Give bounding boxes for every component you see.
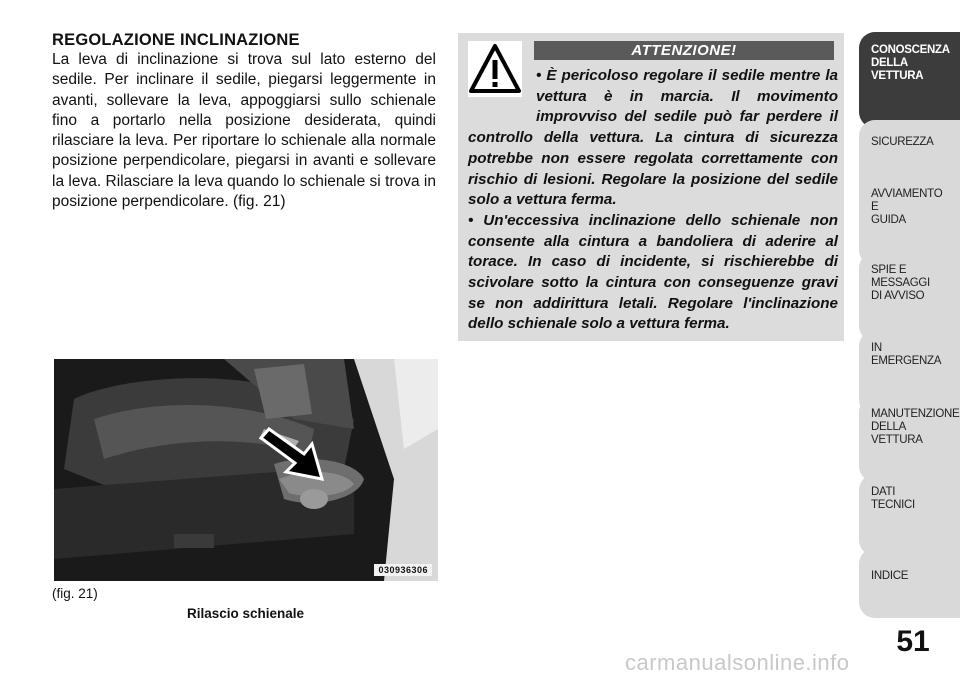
tab-label: SICUREZZA [871,136,934,148]
watermark: carmanualsonline.info [625,650,850,675]
seat-photo [54,359,438,581]
tab-label: AVVIAMENTO E GUIDA [871,188,943,226]
tab-spie-e-messaggi[interactable] [859,252,960,342]
tab-label: SPIE E MESSAGGI DI AVVISO [871,264,930,302]
warning-box [458,33,844,341]
section-body-text: La leva di inclinazione si trova sul lato esterno del sedile. Per inclinare il sedile, piegarsi leggermente in avanti, sollevare la leva, appoggiarsi sullo schienale fino a portarlo nella posizione desiderata, quindi rilasciare la leva. Per riportare lo schienale alla normale posizione perpendicolare, piegarsi in avanti e sollevare la leva. Rilasciare la leva quando lo schienale si trova in posizione perpendicolare. (fig. 21) [52,51,436,211]
warning-paragraph-2: • Un'eccessiva inclinazione dello schienale non consente alla cintura a bandoliera di aderire al torace. In caso di incidente, si rischierebbe di scivolare sotto la cintura con conseguenze gravi se non addirittura letali. Regolare l'inclinazione dello schienale solo a vettura ferma. [468,211,838,333]
warning-header: ATTENZIONE! [534,41,834,60]
tab-label: CONOSCENZA DELLA VETTURA [871,44,950,82]
page-number: 51 [896,625,930,658]
warning-text [468,66,838,335]
tab-label: DATI TECNICI [871,486,915,511]
tab-label: MANUTENZIONE DELLA VETTURA [871,408,960,446]
tab-label: IN EMERGENZA [871,342,942,367]
tab-label: INDICE [871,570,909,582]
tab-dati-tecnici[interactable] [859,474,960,556]
figure-caption: Rilascio schienale [187,606,305,621]
figure-code: 030936306 [374,564,432,576]
tab-indice[interactable] [859,548,960,618]
figure-reference: (fig. 21) [52,586,98,601]
seat-figure [54,359,438,581]
tab-conoscenza-della-vettura[interactable] [859,32,960,128]
section-title: REGOLAZIONE INCLINAZIONE [52,31,300,49]
tab-manutenzione[interactable] [859,396,960,482]
warning-paragraph-1: • È pericoloso regolare il sedile mentre la vettura è in marcia. Il movimento improvviso del sedile può far perdere il controllo della vettura. La cintura di sicurezza potrebbe non essere regolata correttamente con rischio di lesioni. Regolare la posizione del sedile solo a vettura ferma. [468,67,838,209]
